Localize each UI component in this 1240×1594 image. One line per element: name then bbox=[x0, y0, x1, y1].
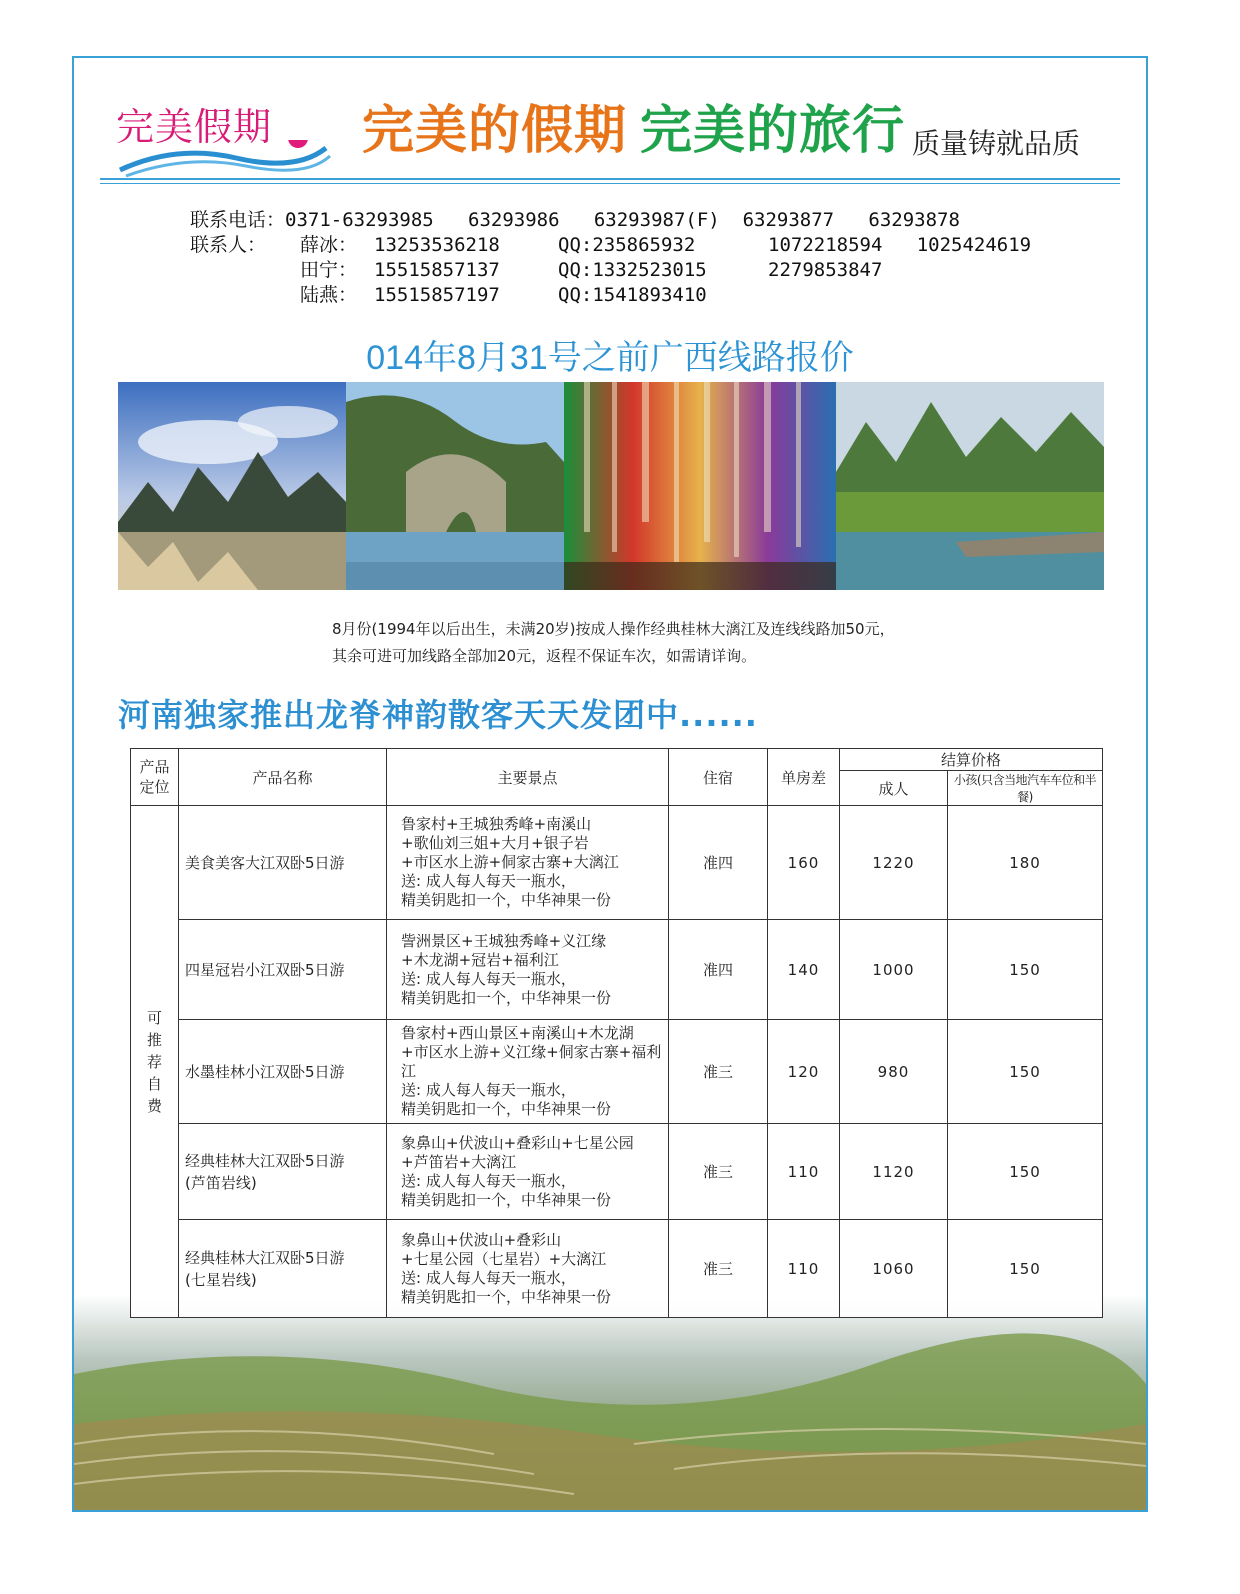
table-row bbox=[131, 806, 1103, 920]
single-room-price: 120 bbox=[768, 1020, 840, 1124]
contact-name: 田宁： bbox=[300, 259, 358, 281]
header-main-spots: 主要景点 bbox=[387, 749, 669, 806]
contact-name: 薛冰： bbox=[300, 234, 358, 256]
child-price: 150 bbox=[948, 920, 1103, 1020]
contact-qq: QQ:1541893410 bbox=[558, 284, 707, 306]
lodging-level: 准三 bbox=[669, 1220, 768, 1318]
header-lodging: 住宿 bbox=[669, 749, 768, 806]
header-divider bbox=[100, 178, 1120, 180]
lodging-level: 准四 bbox=[669, 806, 768, 920]
slogan-perfect-holiday: 完美的假期 bbox=[362, 101, 628, 161]
contact-mobile: 15515857137 bbox=[374, 259, 500, 281]
slogan-quality: 质量铸就品质 bbox=[912, 127, 1081, 160]
phone-numbers: 0371-63293985 63293986 63293987(F) 63293877 63293878 bbox=[285, 209, 960, 231]
main-spots: 鲁家村+西山景区+南溪山+木龙湖 +市区水上游+义江缘+侗家古寨+福利江 送: 成人每人每天一瓶水， 精美钥匙扣一个，中华神果一份 bbox=[387, 1020, 669, 1124]
single-room-price: 140 bbox=[768, 920, 840, 1020]
product-name: 经典桂林大江双卧5日游 (芦笛岩线) bbox=[179, 1124, 387, 1220]
table-row bbox=[131, 1124, 1103, 1220]
contact-extra-qq: 2279853847 bbox=[768, 259, 883, 281]
adult-price: 980 bbox=[840, 1020, 948, 1124]
rice-terrace-background bbox=[74, 1294, 1146, 1510]
slogan-perfect-travel: 完美的旅行 bbox=[640, 101, 906, 161]
countryside-river-photo bbox=[836, 382, 1104, 590]
header-adult: 成人 bbox=[840, 771, 948, 806]
table-row bbox=[131, 1020, 1103, 1124]
table-row bbox=[131, 1220, 1103, 1318]
category-label: 可推荐自费 bbox=[146, 1008, 162, 1115]
note-line: 其余可进可加线路全部加20元，返程不保证车次，如需请详询。 bbox=[332, 647, 757, 665]
contact-mobile: 13253536218 bbox=[374, 234, 500, 256]
header-product-name: 产品名称 bbox=[179, 749, 387, 806]
main-spots: 鲁家村+王城独秀峰+南溪山 +歌仙刘三姐+大月+银子岩 +市区水上游+侗家古寨+大漓江 送: 成人每人每天一瓶水， 精美钥匙扣一个，中华神果一份 bbox=[387, 806, 669, 920]
lodging-level: 准三 bbox=[669, 1124, 768, 1220]
category-cell bbox=[131, 806, 179, 1318]
phone-label: 联系电话： bbox=[190, 209, 286, 231]
child-price: 180 bbox=[948, 806, 1103, 920]
single-room-price: 160 bbox=[768, 806, 840, 920]
promo-headline: 河南独家推出龙脊神韵散客天天发团中...... bbox=[118, 696, 758, 734]
adult-price: 1000 bbox=[840, 920, 948, 1020]
lodging-level: 准四 bbox=[669, 920, 768, 1020]
product-name: 经典桂林大江双卧5日游 (七星岩线) bbox=[179, 1220, 387, 1318]
adult-price: 1220 bbox=[840, 806, 948, 920]
single-room-price: 110 bbox=[768, 1124, 840, 1220]
adult-price: 1060 bbox=[840, 1220, 948, 1318]
product-name: 美食美客大江双卧5日游 bbox=[179, 806, 387, 920]
note-line: 8月份(1994年以后出生，未满20岁)按成人操作经典桂林大漓江及连线线路加50元， bbox=[332, 620, 895, 638]
elephant-trunk-hill-photo bbox=[346, 382, 564, 590]
contact-mobile: 15515857197 bbox=[374, 284, 500, 306]
header-divider-thin bbox=[100, 183, 1120, 184]
main-spots: 象鼻山+伏波山+叠彩山 +七星公园（七星岩）+大漓江 送: 成人每人每天一瓶水， 精美钥匙扣一个，中华神果一份 bbox=[387, 1220, 669, 1318]
table-row bbox=[131, 920, 1103, 1020]
single-room-price: 110 bbox=[768, 1220, 840, 1318]
price-table bbox=[130, 748, 1103, 1318]
child-price: 150 bbox=[948, 1220, 1103, 1318]
li-river-photo bbox=[118, 382, 346, 590]
lodging-level: 准三 bbox=[669, 1020, 768, 1124]
main-spots: 訾洲景区+王城独秀峰+义江缘 +木龙湖+冠岩+福利江 送: 成人每人每天一瓶水， 精美钥匙扣一个，中华神果一份 bbox=[387, 920, 669, 1020]
contact-qq: QQ:235865932 bbox=[558, 234, 696, 256]
brand-logo bbox=[116, 88, 336, 178]
product-name: 水墨桂林小江双卧5日游 bbox=[179, 1020, 387, 1124]
child-price: 150 bbox=[948, 1020, 1103, 1124]
age-surcharge-note bbox=[332, 616, 895, 670]
contact-name: 陆燕： bbox=[300, 284, 358, 306]
adult-price: 1120 bbox=[840, 1124, 948, 1220]
header-position: 产品定位 bbox=[131, 749, 179, 806]
main-spots: 象鼻山+伏波山+叠彩山+七星公园 +芦笛岩+大漓江 送: 成人每人每天一瓶水， 精美钥匙扣一个，中华神果一份 bbox=[387, 1124, 669, 1220]
route-price-title: 014年8月31号之前广西线路报价 bbox=[366, 339, 854, 377]
scenery-photo-strip bbox=[118, 382, 1104, 590]
header-single-room: 单房差 bbox=[768, 749, 840, 806]
child-price: 150 bbox=[948, 1124, 1103, 1220]
flyer-frame bbox=[72, 56, 1148, 1512]
product-name: 四星冠岩小江双卧5日游 bbox=[179, 920, 387, 1020]
contact-qq: QQ:1332523015 bbox=[558, 259, 707, 281]
header-child: 小孩(只含当地汽车车位和半餐) bbox=[948, 771, 1103, 806]
contact-person-label: 联系人： bbox=[190, 234, 267, 256]
contact-extra-qq: 1072218594 1025424619 bbox=[768, 234, 1032, 256]
header-settlement-price: 结算价格 bbox=[840, 749, 1103, 771]
cave-photo bbox=[564, 382, 836, 590]
brand-name: 完美假期 bbox=[116, 105, 273, 149]
wave-icon bbox=[116, 140, 336, 180]
